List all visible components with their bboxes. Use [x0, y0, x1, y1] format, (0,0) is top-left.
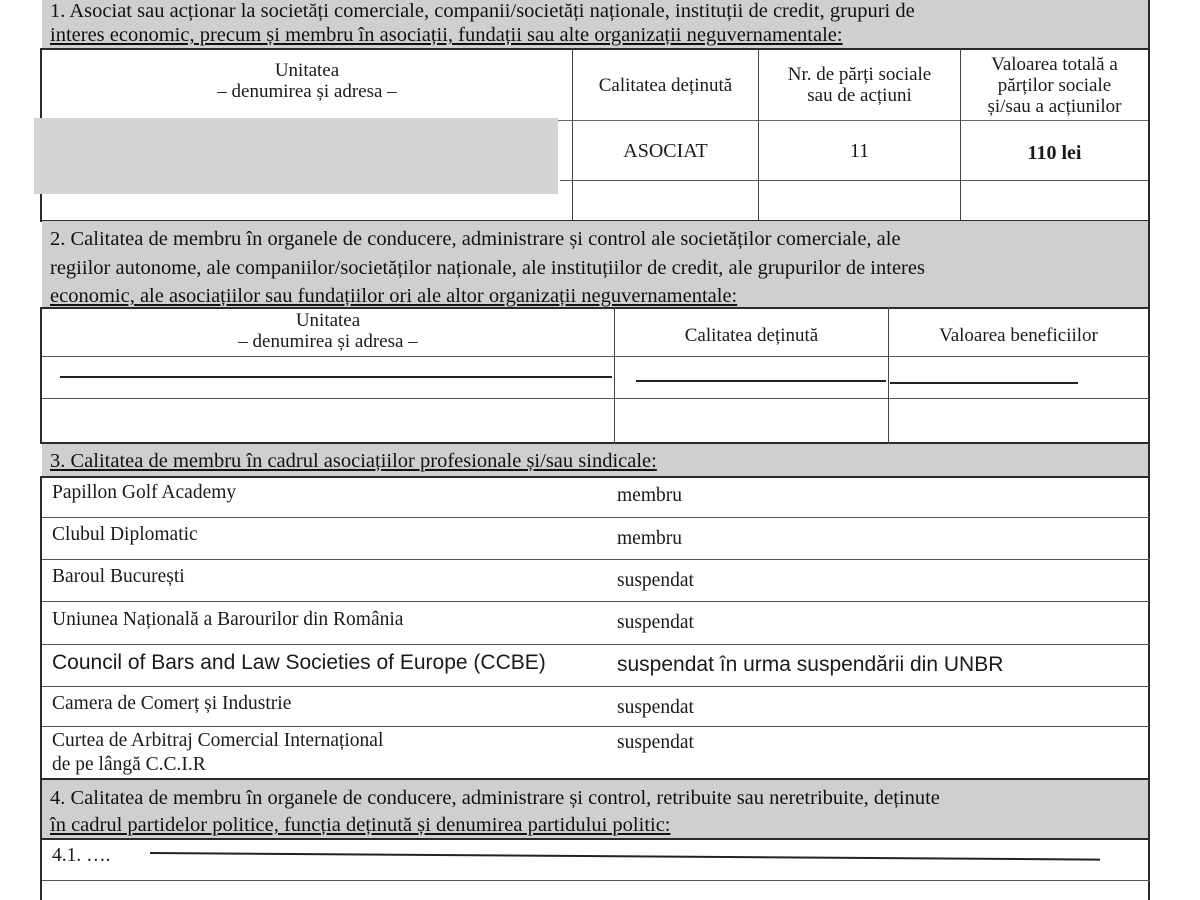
list-item-status: suspendat [617, 732, 694, 753]
section1-header-shares [759, 64, 960, 106]
blank-dash [890, 382, 1078, 384]
list-item-name-line1: Curtea de Arbitraj Comercial Internațional [52, 730, 384, 751]
section2-rule [40, 356, 1150, 357]
section1-row1-value: 110 lei [1027, 142, 1082, 164]
section4-rule [40, 838, 1150, 840]
section1-header-unit [42, 60, 572, 102]
section1-header-quality: Calitatea deținută [598, 75, 733, 96]
redacted-unit-name [34, 118, 558, 194]
list-item-status: membru [617, 485, 682, 506]
section1-header-value-line3: și/sau a acțiunilor [987, 96, 1122, 117]
list-item-name: Camera de Comerț și Industrie [52, 693, 292, 714]
section1-border [572, 48, 573, 220]
section3-rule [40, 601, 1150, 602]
section1-title-line2: interes economic, precum și membru în asociații, fundații sau alte organizații neguvernamentale: [50, 24, 843, 46]
section1-header-shares-line2: sau de acțiuni [807, 85, 912, 106]
section2-header-benefits: Valoarea beneficiilor [939, 325, 1098, 346]
section1-header-value-line2: părților sociale [997, 75, 1112, 96]
section1-title-line1: 1. Asociat sau acționar la societăți comerciale, companii/societăți naționale, instituții de credit, grupuri de [50, 0, 915, 22]
section1-header-unit-line1: Unitatea [274, 60, 340, 81]
section4-border [40, 780, 42, 900]
section3-rule [40, 726, 1150, 727]
section2-header-unit [42, 310, 614, 352]
section3-rule [40, 517, 1150, 518]
list-item-status: membru [617, 528, 682, 549]
section1-rule [560, 180, 1150, 181]
section1-header-shares-line1: Nr. de părți sociale [787, 64, 932, 85]
list-item-status: suspendat [617, 570, 694, 591]
section1-header-value [961, 54, 1148, 117]
section1-row1-shares: 11 [849, 140, 870, 162]
section1-row1-quality: ASOCIAT [623, 140, 708, 162]
list-item-status: suspendat [617, 612, 694, 633]
list-item-status: suspendat în urma suspendării din UNBR [617, 653, 1004, 676]
section2-header-unit-line1: Unitatea [295, 310, 361, 331]
section3-rule [40, 559, 1150, 560]
section1-rule [40, 48, 1150, 50]
section3-rule [40, 476, 1150, 478]
section1-border [1148, 0, 1150, 900]
section3-rule [40, 644, 1150, 645]
section2-title-line3: economic, ale asociațiilor sau fundațiilor ori ale altor organizații neguvernamentale: [50, 285, 738, 307]
section2-rule [40, 307, 1150, 309]
list-item-name: Baroul București [52, 566, 185, 587]
blank-dash [60, 376, 612, 378]
blank-dash [636, 380, 886, 382]
list-item-name-line2: de pe lângă C.C.I.R [52, 754, 206, 775]
list-item-name: Clubul Diplomatic [52, 524, 198, 545]
section2-title-line2: regiilor autonome, ale companiilor/societăților naționale, ale instituțiilor de credit, ale grupurilor de interes [50, 257, 925, 279]
section4-title-line2: în cadrul partidelor politice, funcția deținută și denumirea partidului politic: [50, 814, 671, 836]
section2-header-quality: Calitatea deținută [684, 325, 819, 346]
section3-title: 3. Calitatea de membru în cadrul asociațiilor profesionale și/sau sindicale: [50, 450, 657, 472]
section4-item-label: 4.1. …. [52, 845, 111, 866]
blank-dash [150, 852, 1100, 861]
section2-rule [40, 398, 1150, 399]
list-item-name: Papillon Golf Academy [52, 482, 237, 503]
section1-header-value-line1: Valoarea totală a [991, 54, 1118, 75]
section1-header-unit-line2: – denumirea și adresa – [217, 81, 397, 102]
section3-border [40, 476, 42, 780]
section4-rule [40, 880, 1150, 881]
section2-header-unit-line2: – denumirea și adresa – [238, 331, 418, 352]
section3-rule [40, 686, 1150, 687]
list-item-name: Uniunea Națională a Barourilor din România [52, 609, 404, 630]
list-item-status: suspendat [617, 697, 694, 718]
section2-title-line1: 2. Calitatea de membru în organele de conducere, administrare și control ale societăților comerciale, ale [50, 228, 901, 250]
section4-title-line1: 4. Calitatea de membru în organele de conducere, administrare și control, retribuite sau neretribuite, deținute [50, 787, 940, 809]
list-item-name: Council of Bars and Law Societies of Europe (CCBE) [52, 651, 546, 674]
